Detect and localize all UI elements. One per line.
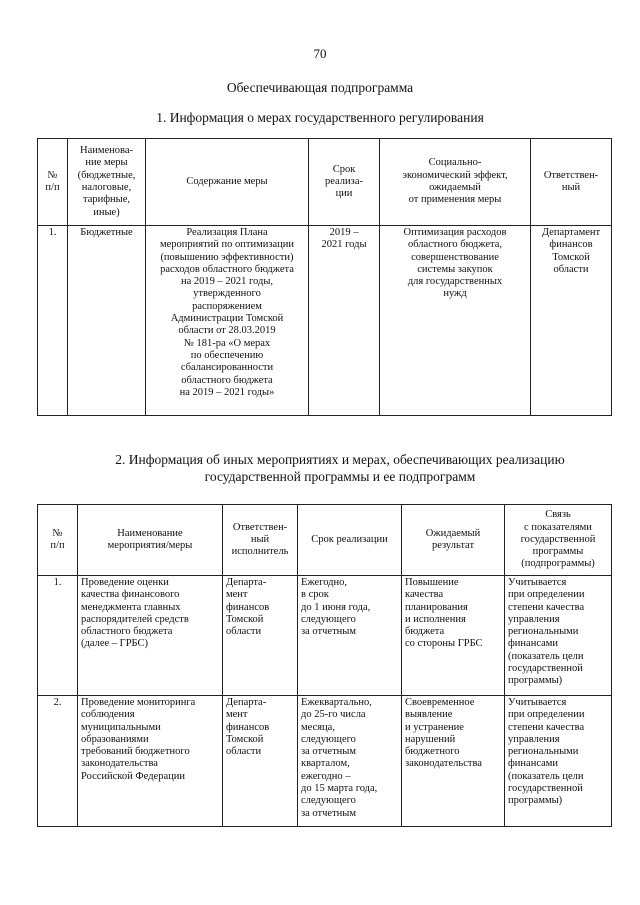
table-header-row [38, 505, 612, 576]
table-row [38, 576, 612, 696]
header-cell: Содержание меры [146, 139, 309, 226]
measure-effect: Оптимизация расходов областного бюджета, совершенствование системы закупок для государственных нужд [380, 226, 531, 416]
table-row [38, 696, 612, 827]
activity-executor: Департа- мент финансов Томской области [223, 696, 298, 827]
section1-title: 1. Информация о мерах государственного регулирования [156, 110, 484, 125]
header-cell: № п/п [38, 505, 78, 576]
table-row [38, 226, 612, 416]
measure-name: Бюджетные [68, 226, 146, 416]
measure-term: 2019 – 2021 годы [309, 226, 380, 416]
header-cell: Ответствен- ный [531, 139, 612, 226]
subprogram-title: Обеспечивающая подпрограмма [226, 80, 414, 95]
activity-term: Ежеквартально, до 25-го числа месяца, следующего за отчетным кварталом, ежегодно – до 15 марта года, следующего за отчетным [298, 696, 402, 827]
row-number: 1. [38, 226, 68, 416]
other-measures-table [37, 504, 612, 827]
header-cell: Связь с показателями государственной программы (подпрограммы) [505, 505, 612, 576]
header-cell: Наименова- ние меры (бюджетные, налоговые, тарифные, иные) [68, 139, 146, 226]
activity-name: Проведение оценки качества финансового менеджмента главных распорядителей средств областного бюджета (далее – ГРБС) [78, 576, 223, 696]
header-cell: № п/п [38, 139, 68, 226]
row-number: 1. [38, 576, 78, 696]
page-number: 70 [313, 46, 327, 61]
measure-content: Реализация Плана мероприятий по оптимизации (повышению эффективности) расходов областного бюджета на 2019 – 2021 годы, утвержденного распоряжением Администрации Томской области от 28.03.2019 № 181-ра «О мерах по обеспечению сбалансированности областного бюджета на 2019 – 2021 годы» [146, 226, 309, 416]
measure-responsible: Департамент финансов Томской области [531, 226, 612, 416]
activity-executor: Департа- мент финансов Томской области [223, 576, 298, 696]
header-cell: Срок реализа- ции [309, 139, 380, 226]
row-number: 2. [38, 696, 78, 827]
header-cell: Социально- экономический эффект, ожидаемый от применения меры [380, 139, 531, 226]
activity-result: Своевременное выявление и устранение нарушений бюджетного законодательства [402, 696, 505, 827]
header-cell: Ответствен- ный исполнитель [223, 505, 298, 576]
activity-result: Повышение качества планирования и исполнения бюджета со стороны ГРБС [402, 576, 505, 696]
activity-name: Проведение мониторинга соблюдения муниципальными образованиями требований бюджетного законодательства Российской Федерации [78, 696, 223, 827]
regulation-measures-table [37, 138, 612, 416]
header-cell: Срок реализации [298, 505, 402, 576]
activity-indicator-link: Учитывается при определении степени качества управления региональными финансами (показатель цели государственной программы) [505, 696, 612, 827]
section2-title: 2. Информация об иных мероприятиях и мерах, обеспечивающих реализацию государственной программы и ее подпрограмм [115, 452, 565, 484]
activity-term: Ежегодно, в срок до 1 июня года, следующего за отчетным [298, 576, 402, 696]
table-header-row [38, 139, 612, 226]
activity-indicator-link: Учитывается при определении степени качества управления региональными финансами (показатель цели государственной программы) [505, 576, 612, 696]
header-cell: Наименование мероприятия/меры [78, 505, 223, 576]
header-cell: Ожидаемый результат [402, 505, 505, 576]
